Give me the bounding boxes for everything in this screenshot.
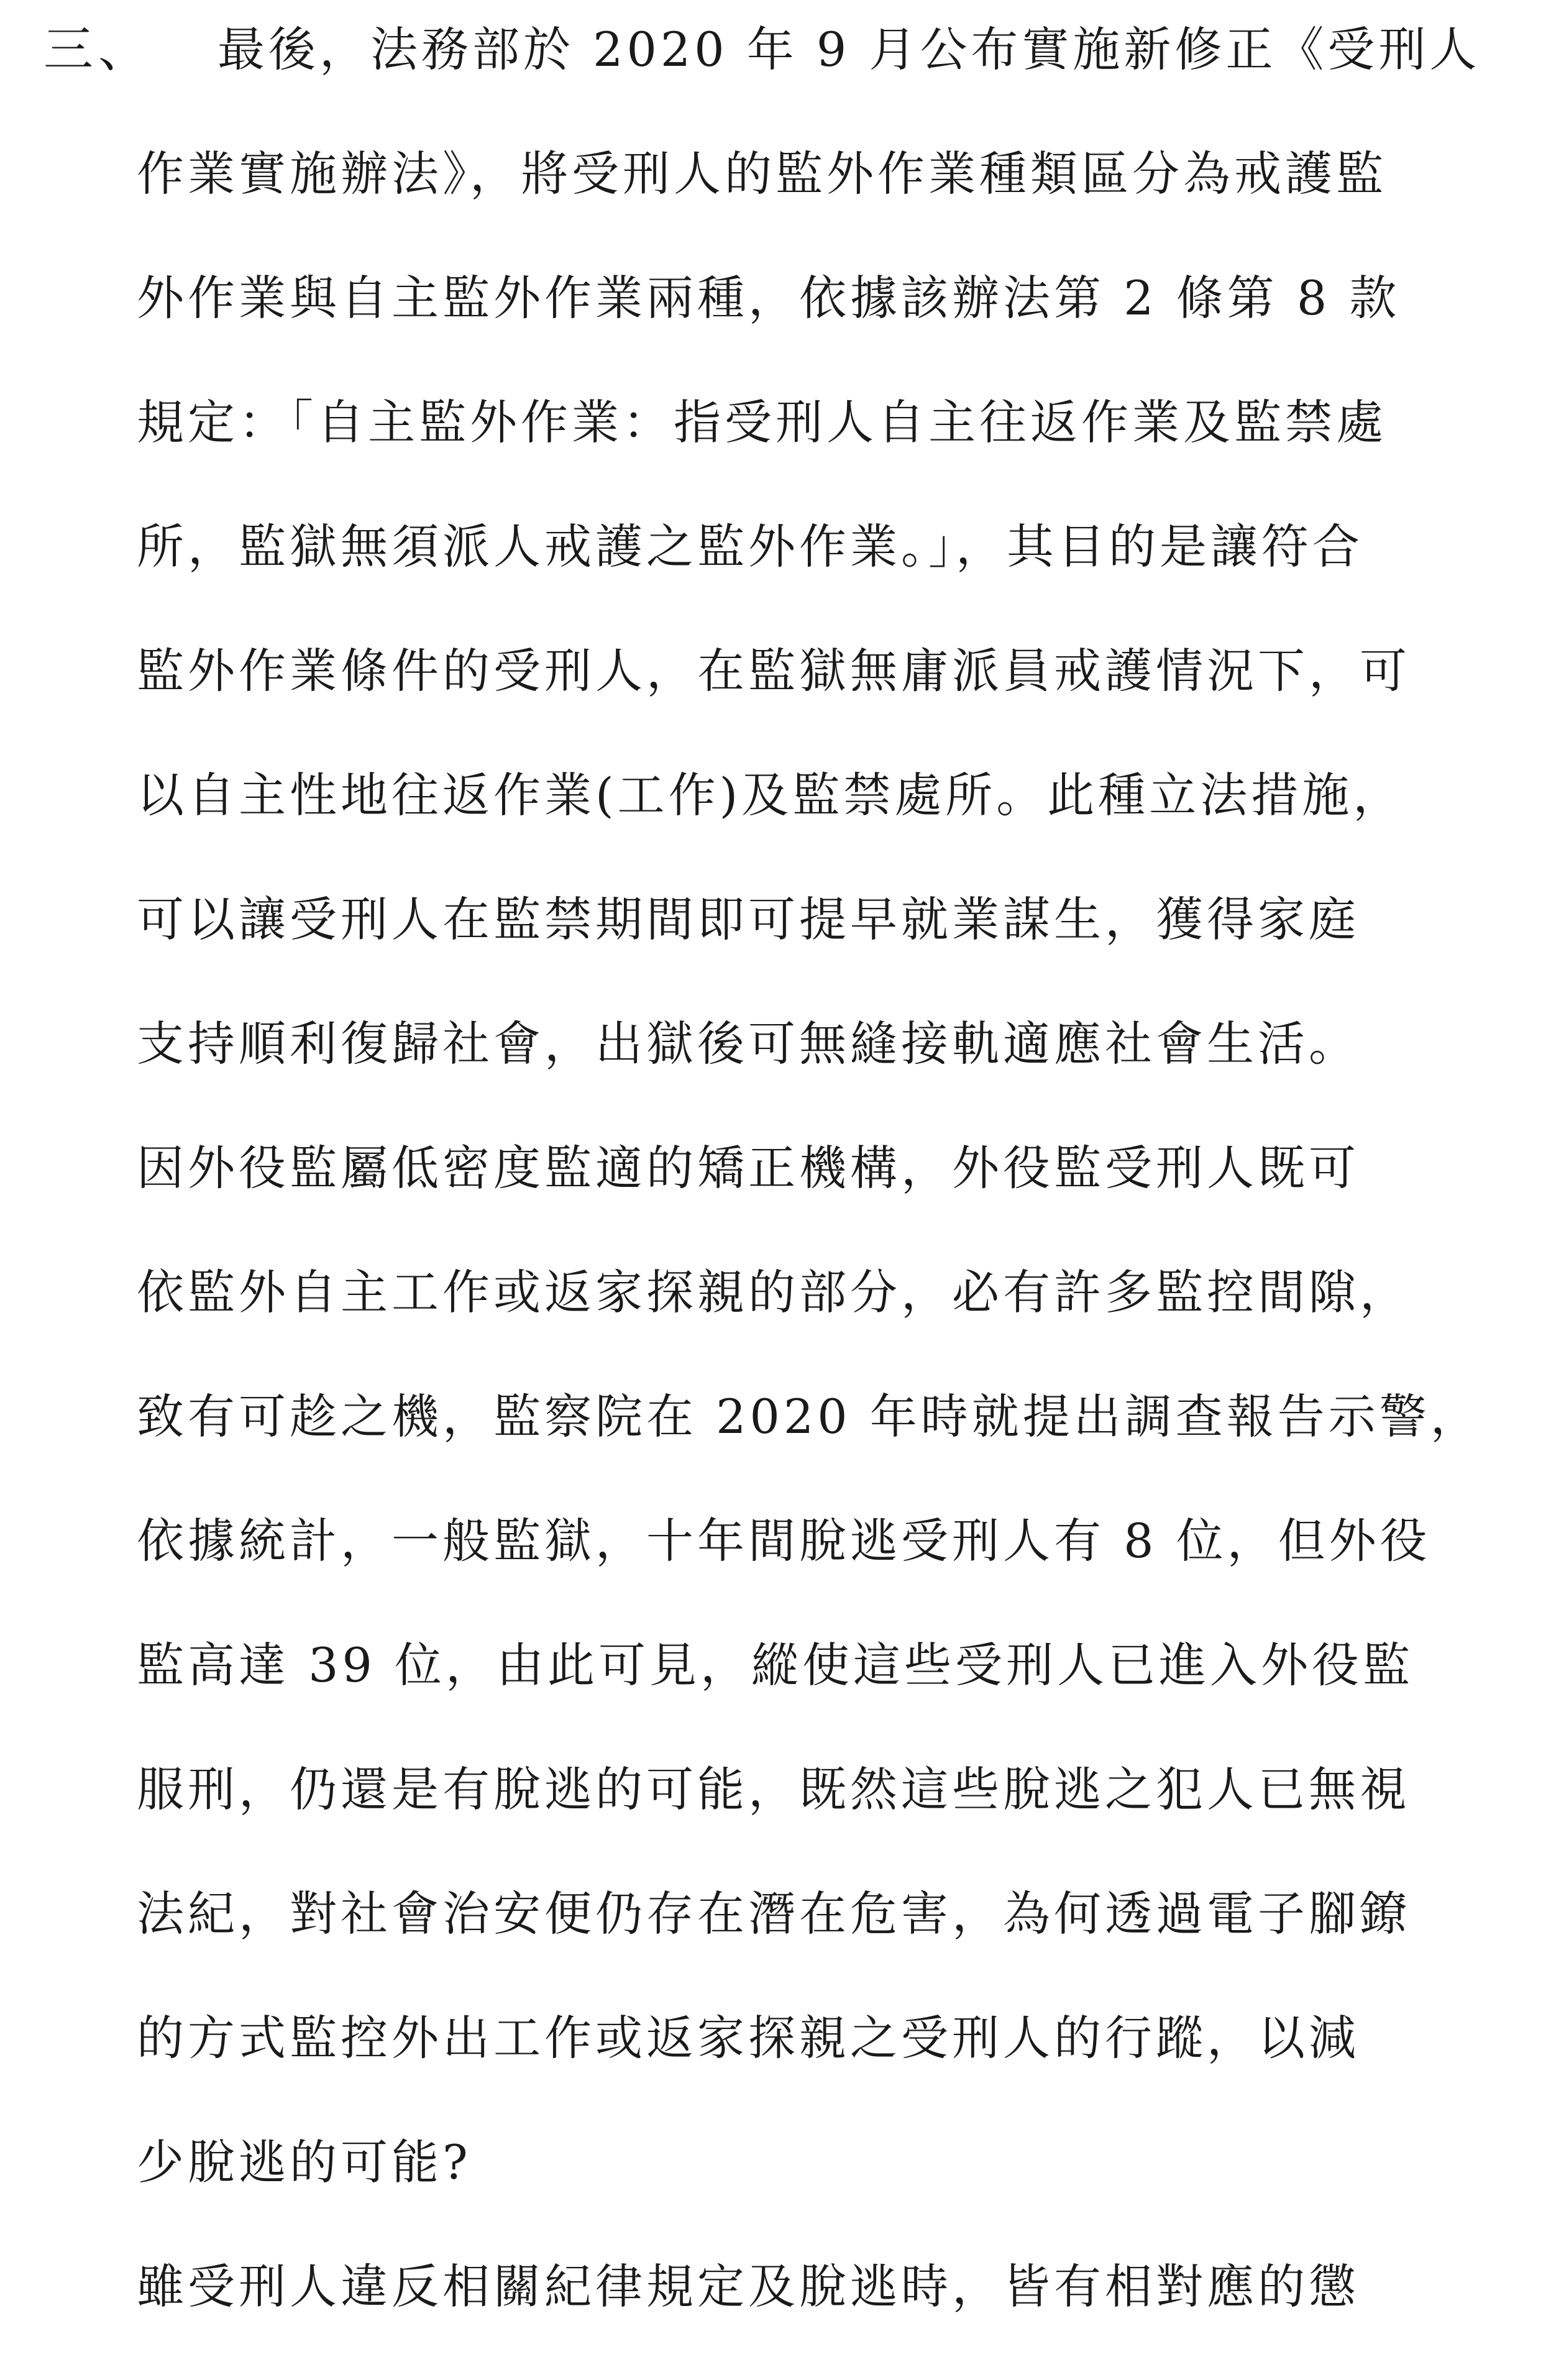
text-line: 少脫逃的可能? <box>137 2135 472 2190</box>
text-line: 規定：「自主監外作業：指受刑人自主往返作業及監禁處 <box>137 395 1387 450</box>
text-line: 依監外自主工作或返家探親的部分，必有許多監控間隙， <box>137 1265 1411 1320</box>
text-line: 作業實施辦法》，將受刑人的監外作業種類區分為戒護監 <box>137 146 1387 201</box>
text-line: 最後，法務部於 2020 年 9 月公布實施新修正《受刑人 <box>217 22 1481 77</box>
text-line: 外作業與自主監外作業兩種，依據該辦法第 2 條第 8 款 <box>137 270 1401 326</box>
text-line: 以自主性地往返作業(工作)及監禁處所。此種立法措施， <box>137 767 1404 823</box>
text-line: 法紀，對社會治安便仍存在潛在危害，為何透過電子腳鐐 <box>137 1886 1411 1941</box>
section-body <box>137 19 1491 2380</box>
text-line: 致有可趁之機，監察院在 2020 年時就提出調查報告示警， <box>137 1389 1481 1444</box>
text-line: 服刑，仍還是有脫逃的可能，既然這些脫逃之犯人已無視 <box>137 1762 1411 1817</box>
text-line: 監外作業條件的受刑人，在監獄無庸派員戒護情況下，可 <box>137 643 1411 698</box>
section-marker: 三、 <box>43 21 153 78</box>
text-line: 監高達 39 位，由此可見，縱使這些受刑人已進入外役監 <box>137 1637 1414 1693</box>
text-line: 支持順利復歸社會，出獄後可無縫接軌適應社會生活。 <box>137 1016 1360 1071</box>
text-line: 依據統計，一般監獄，十年間脫逃受刑人有 8 位，但外役 <box>137 1513 1431 1568</box>
text-line: 因外役監屬低密度監適的矯正機構，外役監受刑人既可 <box>137 1140 1360 1196</box>
text-line: 的方式監控外出工作或返家探親之受刑人的行蹤，以減 <box>137 2010 1360 2066</box>
text-line: 可以讓受刑人在監禁期間即可提早就業謀生，獲得家庭 <box>137 892 1360 947</box>
text-line: 所，監獄無須派人戒護之監外作業。」，其目的是讓符合 <box>137 519 1363 574</box>
text-line: 雖受刑人違反相關紀律規定及脫逃時，皆有相對應的懲 <box>137 2259 1360 2314</box>
